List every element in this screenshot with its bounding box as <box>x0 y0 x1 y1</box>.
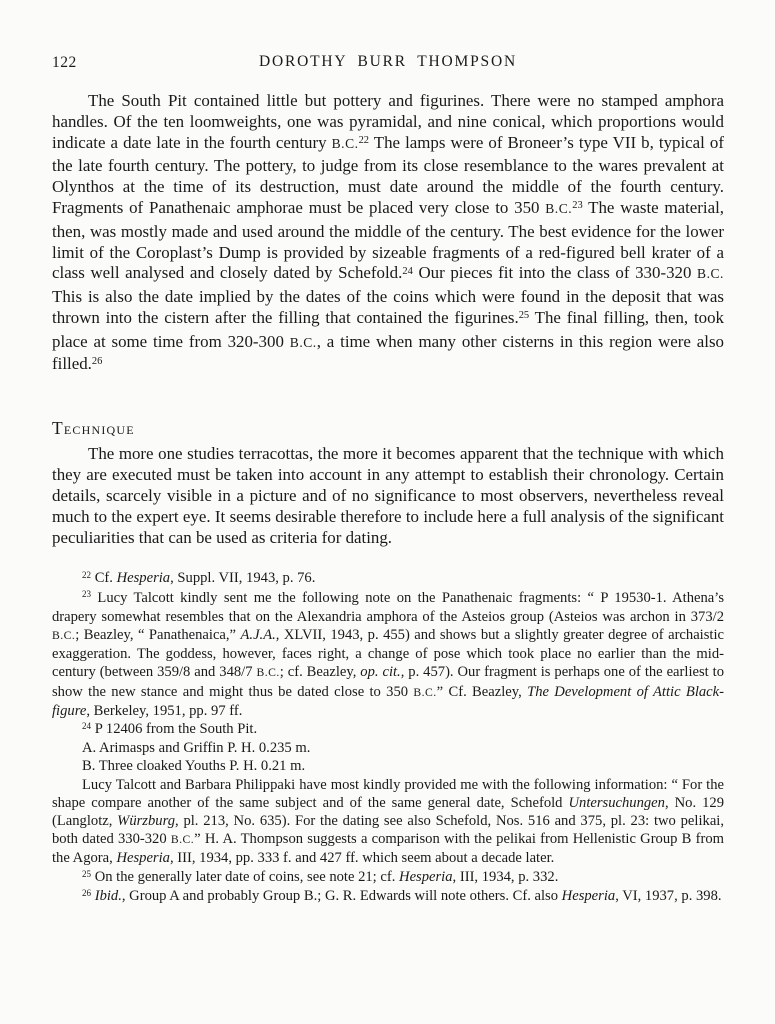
italic-text: Hesperia <box>116 570 171 587</box>
text-run: The South Pit contained little but pottery and figurines. There were no stamped amphora handles. Of the ten loomweights, one was pyramidal, and nine conical, which proportions would indicate a date late in the fourth century <box>52 91 724 152</box>
italic-text: op. cit. <box>360 664 401 681</box>
page-number: 122 <box>52 54 77 71</box>
text-run: P 12406 from the South Pit. <box>91 720 258 737</box>
text-run: This is also the date implied by the dates of the coins which were found in the deposit that was thrown into the cistern after the filling that contained the figurines. <box>52 287 724 327</box>
italic-text: Hesperia <box>561 887 616 904</box>
text-run: The lamps were of Broneer’s type VII b, typical of the late fourth century. The pottery, to judge from its close resemblance to the wares prevalent at Olynthos at the time of its destruction, must date around the middle of the fourth century. Fragments of Panathenaic amphorae must be placed very close to 350 <box>52 132 724 217</box>
text-run: On the generally later date of coins, see note 21; cf. <box>91 868 400 885</box>
footnote-ref: 26 <box>82 887 92 898</box>
footnote-ref: 24 <box>402 265 413 277</box>
text-run: The more one studies terracottas, the more it becomes apparent that the technique with which they are executed must be taken into account in any attempt to establish their chronology. Certain details, scarcely visible in a picture and of no significance to most observers, nevertheless reveal much to the expert eye. It seems desirable therefore to include here a full analysis of the significant peculiarities that can be used as criteria for dating. <box>52 444 724 547</box>
footnote-23 <box>52 589 724 720</box>
running-head: DOROTHY BURR THOMPSON <box>259 53 517 70</box>
text-run: , Group A and probably Group B.; G. R. Edwards will note others. Cf. also <box>121 887 562 904</box>
smallcaps-text: B.C. <box>697 266 724 282</box>
text-run: ; Beazley, “ Panathenaica,” <box>75 626 241 643</box>
footnote-ref: 26 <box>91 355 103 367</box>
text-run: ; cf. Beazley, <box>279 664 361 681</box>
italic-text: Ibid. <box>94 887 122 904</box>
text-run: , p. 457). Our fragment is perhaps one of the earliest to show the new stance and might thus be dated close to 350 <box>52 664 724 700</box>
footnote-ref: 25 <box>82 868 92 879</box>
italic-text: Untersuchungen <box>568 794 665 811</box>
footnote-ref: 25 <box>518 310 530 322</box>
text-run: , Suppl. VII, 1943, p. 76. <box>170 570 316 587</box>
footnote-ref: 22 <box>358 134 370 146</box>
footnote-ref: 24 <box>82 720 92 731</box>
smallcaps-text: B.C. <box>413 685 437 699</box>
text-run: ” Cf. Beazley, <box>436 683 528 700</box>
text-run: , pl. 213, No. 635). For the dating see also Schefold, Nos. 516 and 375, pl. 23: two pelikai, both dated 330-320 <box>52 812 724 848</box>
text-run: The waste material, then, was mostly made and used around the middle of the century. The best evidence for the lower limit of the Coroplast’s Dump is provided by sizeable fragments of a red-figured bell krater of a class well analysed and closely dated by Schefold. <box>52 197 724 283</box>
section-heading-technique: Technique <box>52 418 135 439</box>
italic-text: Würzburg <box>117 812 176 829</box>
text-run: Lucy Talcott kindly sent me the following note on the Panathenaic fragments: “ P 19530-1. Athena’s drapery somewhat resembles that on the Alexandria amphora of the Asteios group (Asteios was archon in 373/2 <box>52 589 724 625</box>
text-run: Cf. <box>91 570 117 587</box>
smallcaps-text: B.C. <box>256 666 280 680</box>
footnote-ref: 23 <box>82 589 92 600</box>
footnotes-section <box>52 569 724 906</box>
text-run: Our pieces fit into the class of 330-320 <box>412 263 698 283</box>
footnote-24 <box>52 720 724 739</box>
italic-text: Hesperia <box>399 868 453 885</box>
footnote-24-continuation <box>52 776 724 868</box>
italic-text: The Development of Attic Black-figure <box>52 683 724 719</box>
footnote-26 <box>52 887 724 906</box>
footnote-25 <box>52 868 724 887</box>
italic-text: A.J.A. <box>240 626 276 643</box>
text-run: , XLVII, 1943, p. 455) and shows but a slightly greater degree of archaistic exaggeration. The goddess, however, faces right, a change of pose which took place no earlier than the mid-century (between 359/8 and 348/7 <box>52 626 724 681</box>
text-run: Lucy Talcott and Barbara Philippaki have most kindly provided me with the following information: “ For the shape compare another of the same subject and of the same general date, Schefold <box>52 776 724 811</box>
footnote-ref: 22 <box>82 570 92 581</box>
paragraph-south-pit <box>52 91 724 377</box>
text-run: , Berkeley, 1951, pp. 97 ff. <box>86 702 243 719</box>
text-run: , No. 129 (Langlotz, <box>52 794 724 829</box>
smallcaps-text: B.C. <box>331 135 359 151</box>
text-run: , III, 1934, pp. 333 f. and 427 ff. which seem about a decade later. <box>169 850 555 867</box>
text-run: , VI, 1937, p. 398. <box>615 887 722 904</box>
smallcaps-text: B.C. <box>170 833 195 847</box>
footnote-24-item-b <box>52 757 724 775</box>
italic-text: Hesperia <box>116 850 170 867</box>
page-body <box>52 91 724 906</box>
text-run: ” H. A. Thompson suggests a comparison with the pelikai from Hellenistic Group B from the Agora, <box>52 831 724 867</box>
page-header <box>52 53 724 73</box>
text-run: B. Three cloaked Youths P. H. 0.21 m. <box>82 758 306 775</box>
footnote-22 <box>52 569 724 588</box>
text-run: , III, 1934, p. 332. <box>452 868 559 885</box>
smallcaps-text: B.C. <box>545 200 573 216</box>
smallcaps-text: B.C. <box>289 334 317 350</box>
footnote-ref: 23 <box>572 200 583 212</box>
text-run: , a time when many other cisterns in this region were also filled. <box>52 331 724 373</box>
smallcaps-text: B.C. <box>52 628 76 642</box>
text-run: A. Arimasps and Griffin P. H. 0.235 m. <box>82 740 311 757</box>
paragraph-technique-intro <box>52 444 724 548</box>
text-run: The final filling, then, took place at some time from 320-300 <box>52 307 724 351</box>
footnote-24-item-a <box>52 739 724 757</box>
